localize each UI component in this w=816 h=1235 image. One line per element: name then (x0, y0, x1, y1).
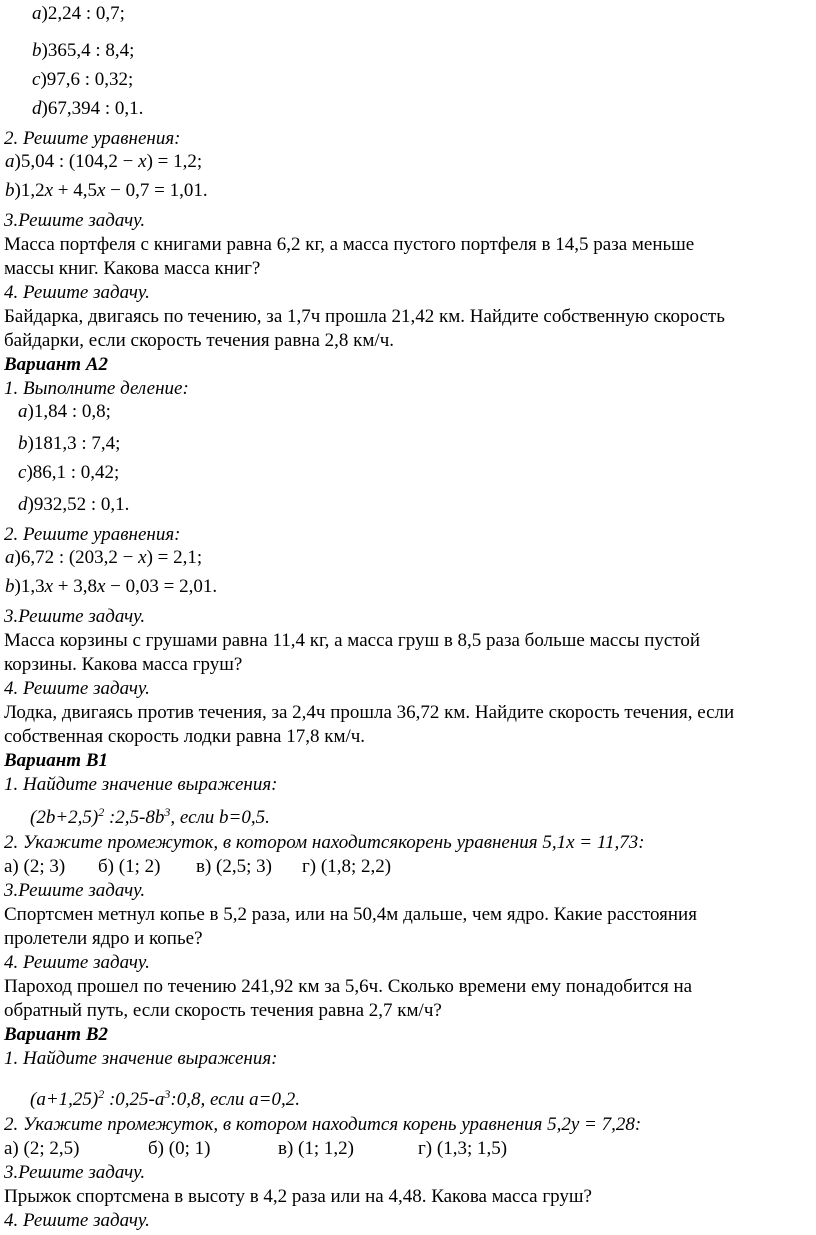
a1-equation-a: a)5,04 : (104,2 − x) = 1,2; (5, 151, 203, 172)
a1-task3-text-line: массы книг. Какова масса книг? (4, 258, 261, 279)
a1-division-item-c: c)97,6 : 0,32; (32, 69, 134, 90)
a1-task4-text-line: байдарки, если скорость течения равна 2,8 км/ч. (4, 330, 395, 351)
b1-task3-heading: 3.Решите задачу. (4, 880, 146, 901)
b1-expression: $(2b+2,5)^2$ $:2,5-8b^3$, если b=0,5. (30, 805, 270, 828)
a2-equations-heading: 2. Решите уравнения: (4, 524, 181, 545)
a1-equation-b: b)1,2x + 4,5x − 0,7 = 1,01. (5, 180, 208, 201)
a1-division-item-b: b)365,4 : 8,4; (32, 40, 135, 61)
a1-task3-heading: 3.Решите задачу. (4, 210, 146, 231)
b2-expression: $(a+1,25)^2$ $:0,25-a^3:0,8$, если a=0,2. (30, 1087, 300, 1110)
a1-division-item-d: d)67,394 : 0,1. (32, 98, 144, 119)
b2-option: г) (1,3; 1,5) (418, 1138, 508, 1159)
a1-division-item-a: a)2,24 : 0,7; (32, 3, 125, 24)
variant-b2-title: Вариант В2 (4, 1024, 108, 1045)
b1-task3-text-line: Спортсмен метнул копье в 5,2 раза, или на 50,4м дальше, чем ядро. Какие расстояния (4, 904, 697, 925)
b1-task3-text-line: пролетели ядро и копье? (4, 928, 203, 949)
b1-option: а) (2; 3) (4, 856, 66, 877)
b1-task4-text-line: обратный путь, если скорость течения равна 2,7 км/ч? (4, 1000, 442, 1021)
b1-task4-heading: 4. Решите задачу. (4, 952, 150, 973)
b2-option: б) (0; 1) (148, 1138, 211, 1159)
a2-division-heading: 1. Выполните деление: (4, 378, 189, 399)
a2-task4-text-line: собственная скорость лодки равна 17,8 км/ч. (4, 726, 366, 747)
b1-expression-heading: 1. Найдите значение выражения: (4, 774, 278, 795)
b1-task4-text-line: Пароход прошел по течению 241,92 км за 5,6ч. Сколько времени ему понадобится на (4, 976, 693, 997)
variant-a2-title: Вариант А2 (4, 354, 108, 375)
a2-division-item-a: a)1,84 : 0,8; (18, 401, 111, 422)
b2-task3-text-line: Прыжок спортсмена в высоту в 4,2 раза или на 4,48. Какова масса груш? (4, 1186, 592, 1207)
b2-option: а) (2; 2,5) (4, 1138, 80, 1159)
a2-division-item-d: d)932,52 : 0,1. (18, 494, 130, 515)
b1-option: г) (1,8; 2,2) (302, 856, 392, 877)
a1-task4-text-line: Байдарка, двигаясь по течению, за 1,7ч прошла 21,42 км. Найдите собственную скорость (4, 306, 725, 327)
a2-task4-heading: 4. Решите задачу. (4, 678, 150, 699)
a2-task3-heading: 3.Решите задачу. (4, 606, 146, 627)
b1-option: б) (1; 2) (98, 856, 161, 877)
b1-interval-heading: 2. Укажите промежуток, в котором находитсякорень уравнения 5,1x = 11,73: (4, 832, 645, 853)
a2-division-item-b: b)181,3 : 7,4; (18, 433, 121, 454)
b2-expression-heading: 1. Найдите значение выражения: (4, 1048, 278, 1069)
b1-option: в) (2,5; 3) (196, 856, 272, 877)
a2-task3-text-line: корзины. Какова масса груш? (4, 654, 243, 675)
b2-task3-heading: 3.Решите задачу. (4, 1162, 146, 1183)
variant-b1-title: Вариант В1 (4, 750, 108, 771)
a1-task3-text-line: Масса портфеля с книгами равна 6,2 кг, а масса пустого портфеля в 14,5 раза меньше (4, 234, 695, 255)
b2-task4-heading: 4. Решите задачу. (4, 1210, 150, 1231)
a2-equation-a: a)6,72 : (203,2 − x) = 2,1; (5, 547, 203, 568)
a1-equations-heading: 2. Решите уравнения: (4, 128, 181, 149)
a2-task3-text-line: Масса корзины с грушами равна 11,4 кг, а масса груш в 8,5 раза больше массы пустой (4, 630, 701, 651)
a2-task4-text-line: Лодка, двигаясь против течения, за 2,4ч прошла 36,72 км. Найдите скорость течения, если (4, 702, 735, 723)
b2-option: в) (1; 1,2) (278, 1138, 354, 1159)
b2-interval-heading: 2. Укажите промежуток, в котором находится корень уравнения 5,2y = 7,28: (4, 1114, 642, 1135)
a1-task4-heading: 4. Решите задачу. (4, 282, 150, 303)
a2-equation-b: b)1,3x + 3,8x − 0,03 = 2,01. (5, 576, 218, 597)
a2-division-item-c: c)86,1 : 0,42; (18, 462, 120, 483)
